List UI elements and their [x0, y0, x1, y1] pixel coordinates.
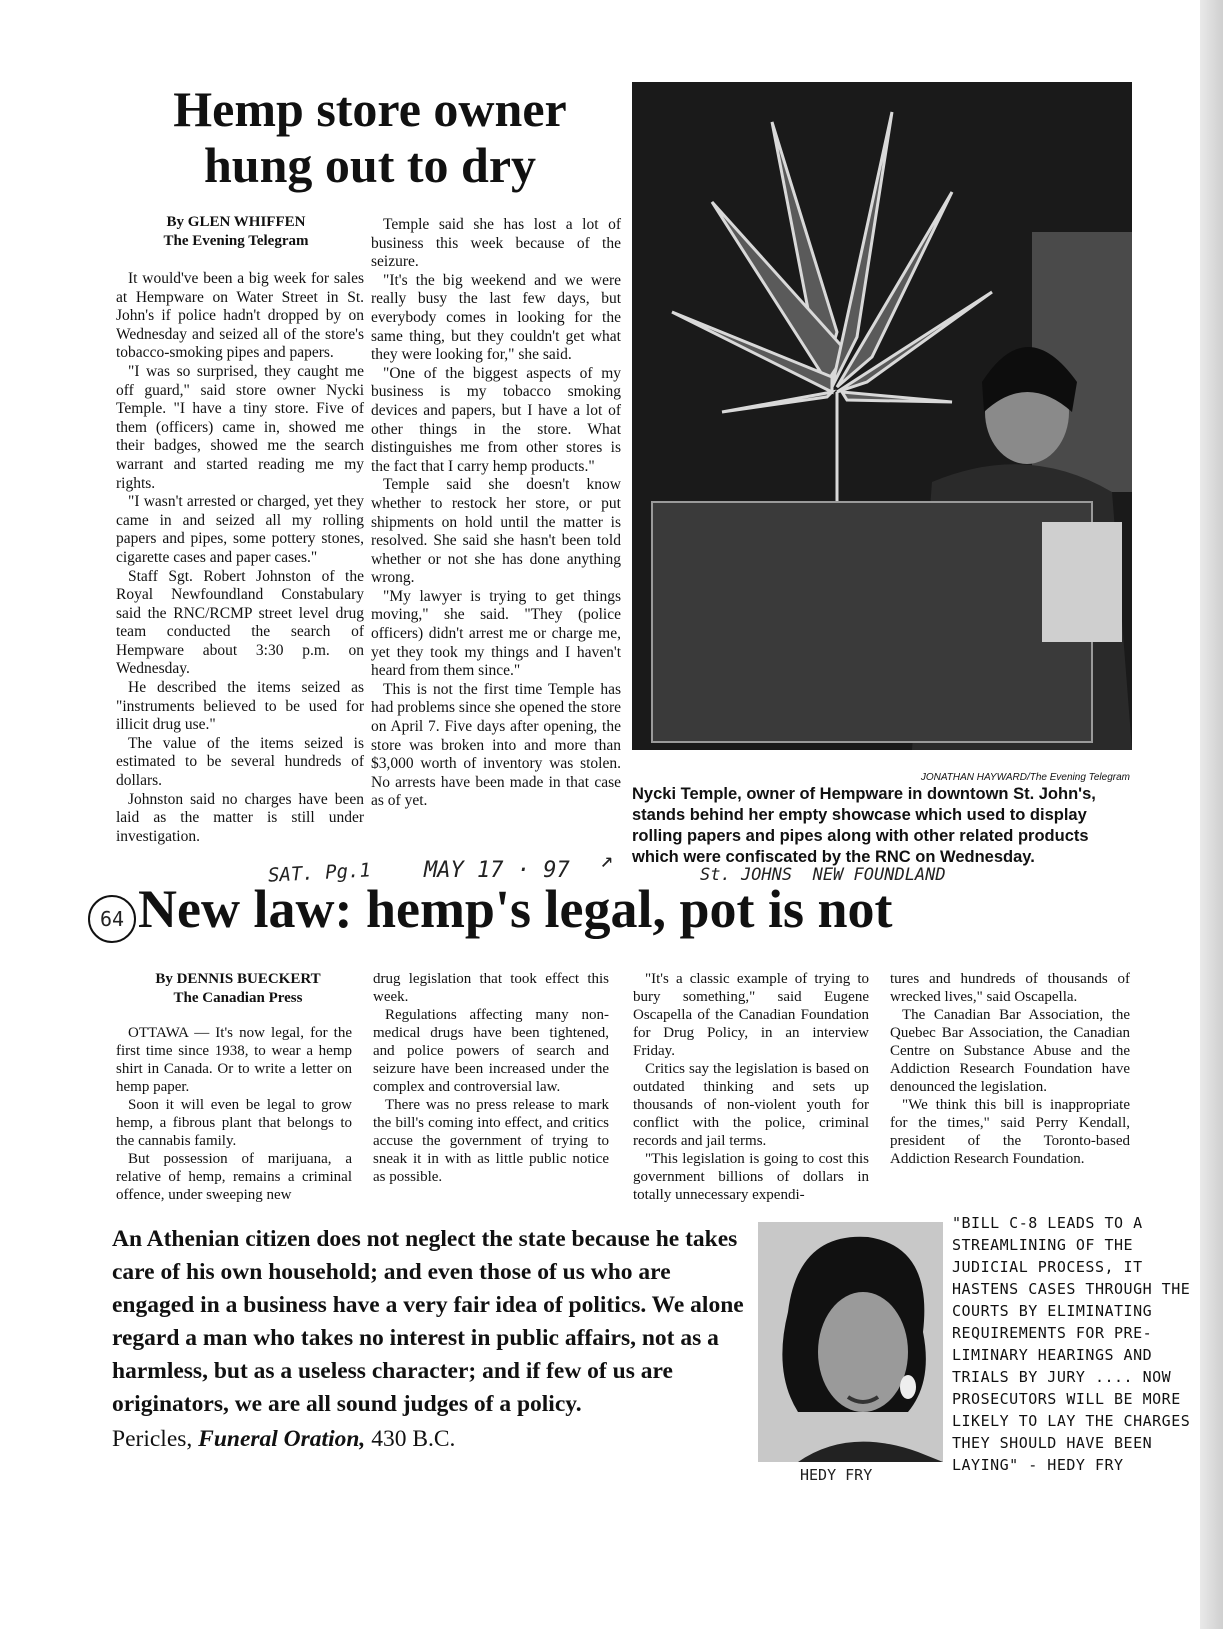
- paragraph: "My lawyer is trying to get things moving," she said. "They (police officers) didn't arrest me or charge me, yet they took my things and I haven't heard from them since.": [371, 587, 621, 680]
- photo-caption: Nycki Temple, owner of Hempware in downtown St. John's, stands behind her empty showcase which used to display rolling papers and pipes along with other related products which were confiscated by the RNC on Wednesday.: [632, 785, 1096, 866]
- quote-year: 430 B.C.: [371, 1426, 456, 1452]
- article2-headline: New law: hemp's legal, pot is not: [138, 879, 893, 939]
- paragraph: The Canadian Bar Association, the Quebec Bar Association, the Canadian Centre on Substance Abuse and the Addiction Research Foundation have denounced the legislation.: [890, 1007, 1130, 1095]
- paragraph: "One of the biggest aspects of my business is my tobacco smoking devices and papers, but I have a lot of other things in the store. What distinguishes me from other stores is the fact that I carry hemp products.": [371, 364, 621, 475]
- paragraph: drug legislation that took effect this week.: [373, 971, 609, 1005]
- article2-column-3: [633, 970, 869, 1204]
- paragraph: The value of the items seized is estimated to be several hundreds of dollars.: [116, 734, 364, 790]
- article2-column-4: [890, 970, 1130, 1168]
- paragraph: OTTAWA — It's now legal, for the first time since 1938, to wear a hemp shirt in Canada. Or to write a letter on hemp paper.: [116, 1025, 352, 1095]
- paragraph: Temple said she has lost a lot of business this week because of the seizure.: [371, 216, 621, 271]
- paragraph: He described the items seized as "instruments believed to be used for illicit drug use.": [116, 679, 364, 734]
- article1-column-2: [371, 216, 621, 811]
- article1-headline-line1: Hemp store owner: [173, 81, 567, 137]
- photo-hedy-fry: [758, 1222, 943, 1462]
- paragraph: "I wasn't arrested or charged, yet they came in and seized all my rolling papers and pipes, some pottery stones, cigarette cases and paper cases.": [116, 493, 364, 566]
- article1-headline-line2: hung out to dry: [203, 137, 537, 193]
- quote-attribution: [112, 1423, 752, 1456]
- quote-author: Pericles,: [112, 1426, 193, 1452]
- paragraph: It would've been a big week for sales at Hempware on Water Street in St. John's if police hadn't dropped by on Wednesday and seized all of the store's tobacco-smoking pipes and papers.: [116, 270, 364, 362]
- photo-nycki-temple: [632, 82, 1132, 750]
- quote-work: Funeral Oration,: [198, 1426, 366, 1452]
- article1-byline: [116, 213, 356, 251]
- byline-name: By DENNIS BUECKERT: [155, 971, 321, 987]
- paragraph: Staff Sgt. Robert Johnston of the Royal Newfoundland Constabulary said the RNC/RCMP street level drug team conducted the search of Hempware about 3:30 p.m. on Wednesday.: [116, 567, 364, 678]
- paragraph: But possession of marijuana, a relative of hemp, remains a criminal offence, under sweeping new: [116, 1151, 352, 1203]
- photo-illustration: [632, 82, 1132, 750]
- paragraph: Soon it will even be legal to grow hemp, a fibrous plant that belongs to the cannabis family.: [116, 1097, 352, 1149]
- circled-number: [88, 895, 136, 943]
- handwritten-place: St. JOHNS NEW FOUNDLAND: [700, 865, 946, 885]
- paragraph: "It's a classic example of trying to bury something," said Eugene Oscapella of the Canadian Foundation for Drug Policy, in an interview Friday.: [633, 971, 869, 1059]
- paragraph: Johnston said no charges have been laid as the matter is still under investigation.: [116, 790, 364, 845]
- paragraph: "This legislation is going to cost this government billions of dollars in totally unnecessary expendi-: [633, 1151, 869, 1203]
- paragraph: "It's the big weekend and we were really busy the last few days, but everybody comes in looking for the same thing, but they couldn't get what they were looking for," she said.: [371, 271, 621, 364]
- circled-number-text: 64: [99, 907, 125, 931]
- byline-org: The Canadian Press: [173, 990, 303, 1006]
- paragraph: Temple said she doesn't know whether to restock her store, or put shipments on hold until the matter is resolved. She said she hasn't been told whether or not she has done anything wrong.: [371, 476, 621, 587]
- handwritten-date: MAY 17 · 97: [424, 858, 570, 883]
- arrow-icon: ↗: [600, 848, 614, 873]
- article2-byline: [118, 970, 358, 1008]
- handwritten-note: "BILL C-8 LEADS TO A STREAMLINING OF THE JUDICIAL PROCESS, IT HASTENS CASES THROUGH THE COURTS BY ELIMINATING REQUIREMENTS FOR PRE-LIMINARY HEARINGS AND TRIALS BY JURY .... NOW PROSECUTORS WILL BE MORE LIKELY TO LAY THE CHARGES THEY SHOULD HAVE BEEN LAYING" - HEDY FRY: [952, 1214, 1191, 1474]
- photo-illustration: [758, 1222, 943, 1462]
- paragraph: "We think this bill is inappropriate for the times," said Perry Kendall, president of the Toronto-based Addiction Research Foundation.: [890, 1097, 1130, 1167]
- pericles-quote: [112, 1223, 752, 1456]
- photo-credit: JONATHAN HAYWARD/The Evening Telegram: [920, 772, 1130, 783]
- paragraph: "I was so surprised, they caught me off guard," said store owner Nycki Temple. "I have a tiny store. Five of them (officers) came in, showed me their badges, showed me the search warrant and started reading me my rights.: [116, 362, 364, 492]
- page-edge-shadow: [1200, 0, 1223, 1629]
- paragraph: Regulations affecting many non-medical drugs have been tightened, and police powers of search and seizure have been increased under the complex and controversial law.: [373, 1007, 609, 1095]
- paragraph: This is not the first time Temple has had problems since she opened the store on April 7. Five days after opening, the store was broken into and more than $3,000 worth of inventory was stolen. No arrests have been made in that case as of yet.: [371, 680, 621, 810]
- byline-org: The Evening Telegram: [163, 233, 309, 249]
- paragraph: Critics say the legislation is based on outdated thinking and sets up thousands of non-violent youth for conflict with the police, criminal records and jail terms.: [633, 1061, 869, 1149]
- article2-column-1: [116, 1024, 352, 1204]
- handwritten-photo-label: HEDY FRY: [800, 1466, 873, 1484]
- byline-name: By GLEN WHIFFEN: [166, 214, 306, 230]
- article1-headline: [110, 81, 630, 193]
- handwritten-sat-page: SAT. Pg.1: [267, 859, 372, 887]
- article1-column-1: [116, 270, 364, 846]
- paragraph: There was no press release to mark the bill's coming into effect, and critics accuse the government of trying to sneak it in with as little public notice as possible.: [373, 1097, 609, 1185]
- quote-text: An Athenian citizen does not neglect the state because he takes care of his own household; and even those of us who are engaged in a business have a very fair idea of politics. We alone regard a man who takes no interest in public affairs, not as a harmless, but as a useless character; and if few of us are originators, we are all sound judges of a policy.: [112, 1226, 744, 1417]
- article2-column-2: [373, 970, 609, 1186]
- paragraph: tures and hundreds of thousands of wrecked lives," said Oscapella.: [890, 971, 1130, 1005]
